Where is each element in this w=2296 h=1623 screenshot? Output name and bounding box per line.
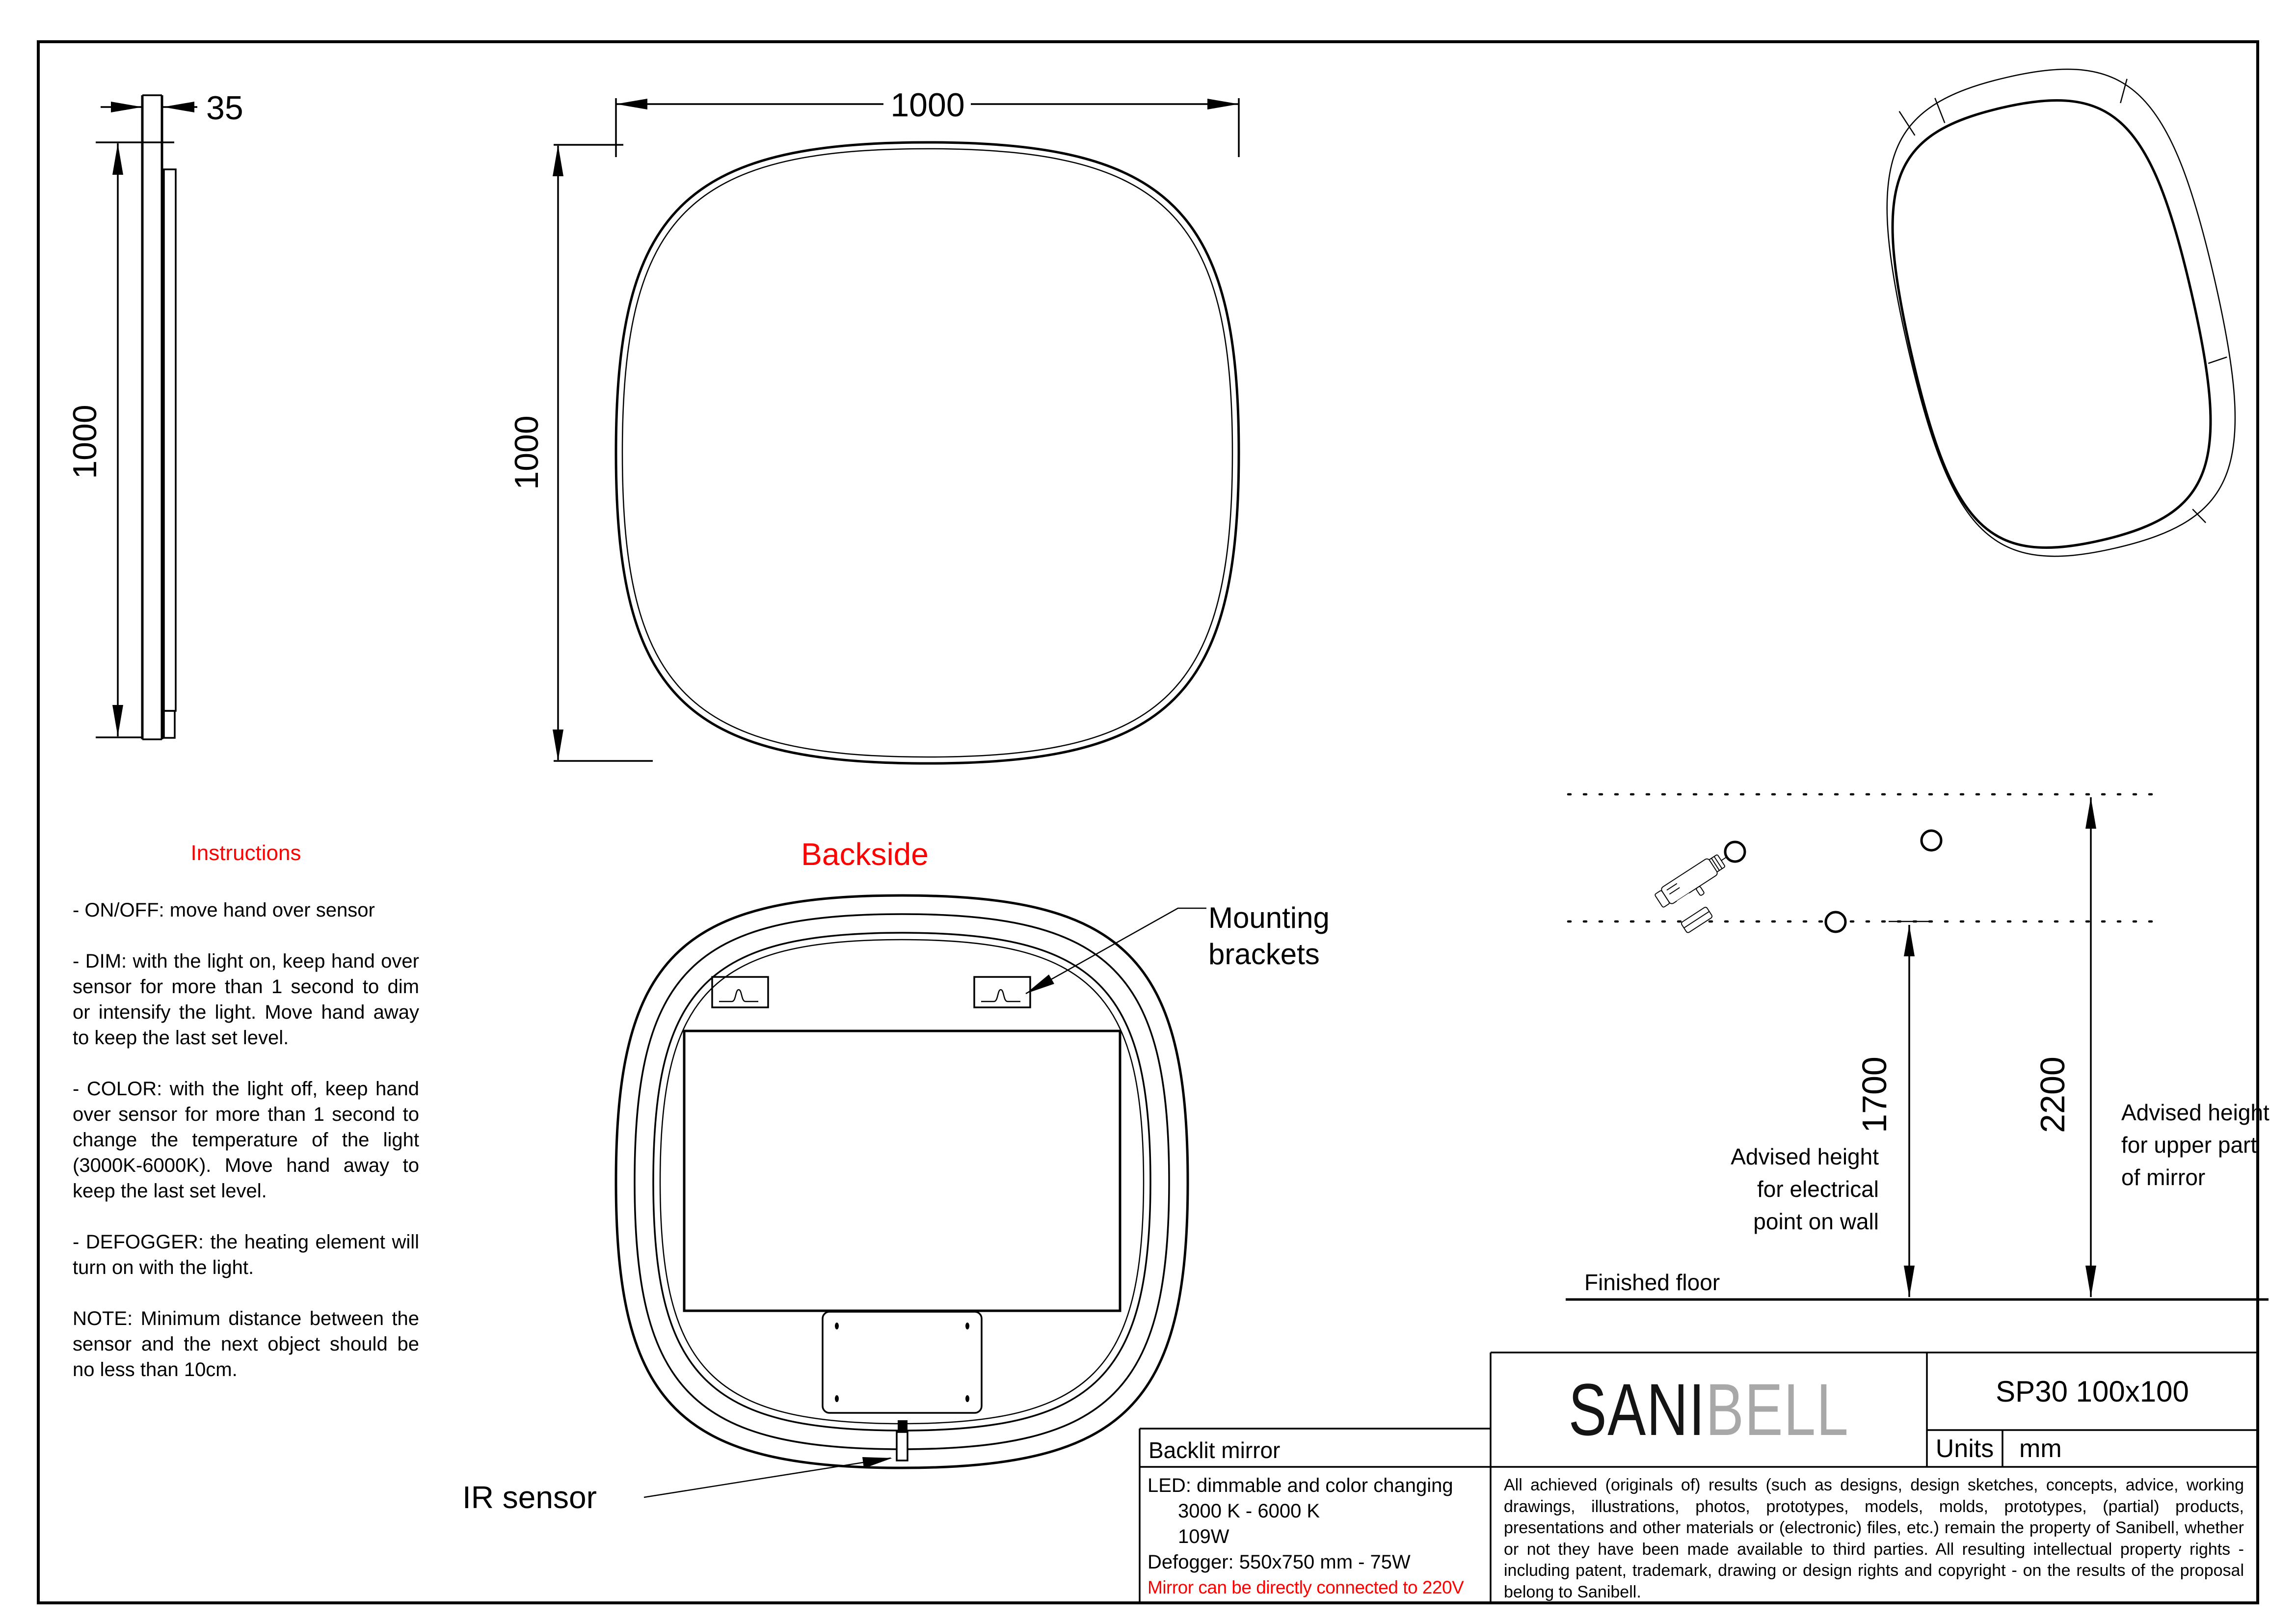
dim-front-height-value: 1000 (508, 415, 545, 490)
dim-electrical-value: 1700 (1855, 1056, 1894, 1133)
dim-front-width-value: 1000 (890, 86, 965, 124)
backside-outline-1 (616, 895, 1188, 1468)
drill-hole (1725, 842, 1745, 862)
model-number: SP30 100x100 (1996, 1375, 2189, 1408)
electrical-label-line1: Advised height (1731, 1144, 1879, 1169)
front-outline-outer (616, 142, 1239, 763)
dim-thickness-value: 35 (206, 89, 243, 127)
instruction-item-onoff: - ON/OFF: move hand over sensor (73, 899, 375, 921)
upper-label-line3: of mirror (2121, 1164, 2206, 1190)
backside-view (462, 837, 1330, 1515)
backside-title: Backside (801, 837, 929, 872)
bracket-hole (1922, 831, 1941, 850)
electrical-point-hole (1826, 912, 1845, 932)
spec-list (1148, 1473, 1487, 1600)
legal-text: All achieved (originals of) results (such as designs, design sketches, concepts, advice, working drawings, illustrations, photos, prototypes, models, molds, prototypes, (partial) products, presentations and other materials or (electronic) files, etc.) remain the property of Sanibell, whether or not they have been made available to third parties. All resulting intellectual property rights - including patent, trademark, drawing or design rights and copyright - on the results of the proposal belong to Sanibell. (1504, 1476, 2244, 1601)
junction-box (823, 1312, 982, 1413)
electrical-label-line2: for electrical (1757, 1176, 1879, 1202)
mounting-label-line2: brackets (1208, 938, 1320, 971)
instruction-item-dim: - DIM: with the light on, keep hand over sensor for more than 1 second to dim or intensify the light. Move hand away to keep the last set level. (73, 950, 419, 1049)
spec-warning: Mirror can be directly connected to 220V (1148, 1577, 1464, 1597)
perspective-view (1854, 42, 2269, 584)
brand-logo (1491, 1353, 1927, 1466)
mounting-label-line1: Mounting (1208, 901, 1330, 934)
perspective-face (1862, 76, 2241, 572)
perspective-rim (1854, 42, 2269, 584)
dim-side-height-value: 1000 (66, 405, 104, 479)
mounting-brackets-callout (1026, 901, 1330, 994)
spec-defogger: Defogger: 550x750 mm - 75W (1148, 1551, 1411, 1573)
units-value: mm (2019, 1434, 2062, 1463)
spec-led: LED: dimmable and color changing (1148, 1475, 1453, 1496)
installation-diagram (1566, 794, 2269, 1299)
dim-1700 (1855, 921, 1929, 1297)
backlight-panel (684, 1031, 1120, 1311)
brand-logo-text (1569, 1367, 1849, 1452)
mounting-bracket-right (974, 977, 1030, 1007)
upper-label-line2: for upper part (2121, 1132, 2257, 1158)
instruction-item-defogger: - DEFOGGER: the heating element will turn on with the light. (73, 1231, 419, 1278)
dim-upper-value: 2200 (2033, 1056, 2072, 1133)
product-name: Backlit mirror (1148, 1437, 1281, 1463)
backside-outline-2 (635, 914, 1169, 1449)
side-view (66, 89, 243, 739)
side-foot-box (164, 711, 175, 738)
spec-color-temp: 3000 K - 6000 K (1178, 1500, 1320, 1522)
dim-front-width-1000 (616, 86, 1239, 157)
front-outline-inner (622, 149, 1232, 757)
instruction-item-note: NOTE: Minimum distance between the sensor and the next object should be no less than 10cm. (73, 1308, 419, 1380)
spec-wattage: 109W (1178, 1526, 1229, 1547)
dim-front-height-1000 (508, 145, 653, 761)
ir-sensor-label: IR sensor (462, 1480, 597, 1515)
dim-side-height-1000 (66, 142, 174, 737)
upper-label-line1: Advised height (2121, 1100, 2269, 1125)
brand-logo-bell: BELL (1705, 1368, 1849, 1451)
electrical-label-line3: point on wall (1753, 1209, 1879, 1234)
dim-thickness-35 (101, 89, 243, 127)
units-label: Units (1935, 1434, 1994, 1463)
mounting-bracket-left (712, 977, 768, 1007)
electrical-height-label (1731, 1144, 1879, 1234)
instructions-title: Instructions (190, 841, 301, 865)
front-view (508, 86, 1239, 763)
backside-outline-4 (660, 940, 1144, 1424)
side-backing-panel (164, 169, 176, 711)
upper-height-label (2121, 1100, 2269, 1190)
instruction-item-color: - COLOR: with the light off, keep hand over sensor for more than 1 second to change the temperature of the light (3000K-6000K). Move hand away to keep the last set level. (73, 1078, 419, 1202)
ir-sensor-shape (897, 1420, 908, 1461)
brand-logo-sani: SANI (1568, 1368, 1706, 1451)
instructions-panel (73, 840, 419, 1408)
dim-2200 (2033, 797, 2096, 1297)
finished-floor-label: Finished floor (1584, 1270, 1720, 1295)
